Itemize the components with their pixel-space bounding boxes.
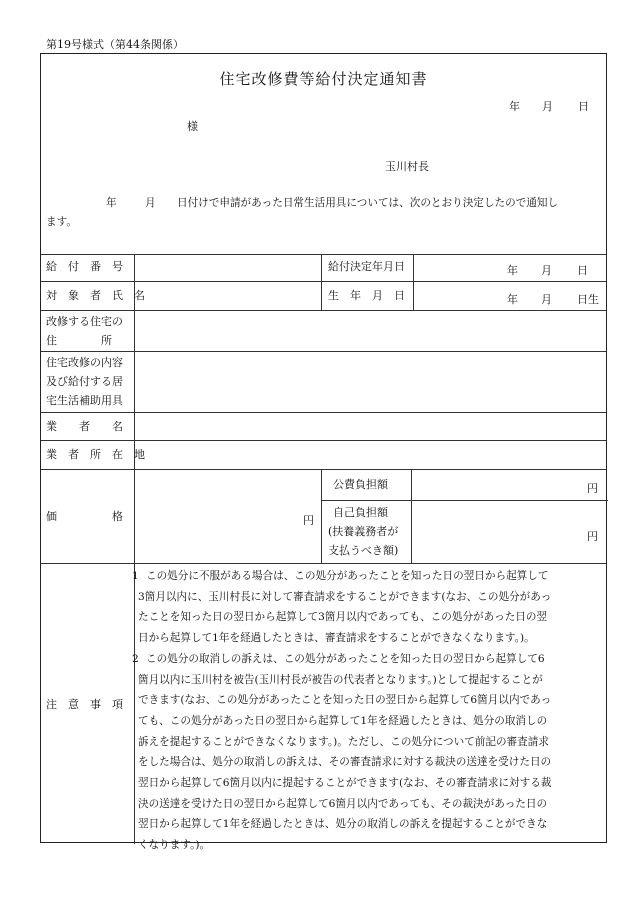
- self-burden-unit: 円: [587, 530, 598, 543]
- intro-text-line1: 日付けで申請があった日常生活用具については、次のとおり決定したので通知し: [177, 197, 559, 209]
- notice-form: [40, 53, 607, 852]
- row-line: [41, 469, 606, 470]
- label-payment-number: [46, 258, 129, 276]
- note-2-line: 翌日から起算して1年を経過したときは、処分の取消しの訴えを提起することができな: [138, 818, 548, 831]
- note-2-line: できます(なお、この処分があったことを知った日の翌日から起算して6箇月以内であっ: [138, 694, 552, 707]
- note-1-line: この処分に不服がある場合は、この処分があったことを知った日の翌日から起算して: [146, 570, 549, 582]
- label-address-line2: 住 所: [46, 334, 112, 347]
- row-line: [41, 310, 606, 311]
- label-price: 価 格: [46, 510, 123, 523]
- decision-day: 日: [577, 264, 588, 277]
- note-1-line: たことを知った日の翌日から起算して3箇月以内であっても、この処分があった日の翌: [138, 611, 548, 624]
- intro-year: 年: [106, 197, 117, 209]
- row-line: [41, 281, 606, 282]
- price-unit: 円: [303, 514, 314, 527]
- decision-year: 年: [507, 264, 518, 277]
- label-self-burden-line2: (扶養義務者が: [328, 525, 399, 538]
- label-subject-name: 対 象 者 氏 名: [46, 289, 145, 302]
- note-line: [132, 566, 603, 587]
- note-1-line: 日から起算して1年を経過したときは、審査請求をすることができなくなります。)。: [138, 632, 535, 645]
- note-2-line: ても、この処分があった日の翌日から起算して1年を経過したときは、処分の取消しの: [138, 714, 548, 727]
- decision-month: 月: [541, 264, 552, 277]
- note-1-line: 3箇月以内に、玉川村長に対して審査請求をすることができます(なお、この処分があっ: [138, 590, 552, 603]
- header-day: 日: [578, 100, 589, 113]
- issuer-name: 玉川村長: [385, 160, 429, 173]
- note-2-line: くなります。)。: [138, 839, 211, 852]
- label-self-burden-line1: 自己負担額: [333, 506, 388, 519]
- notes-text: [132, 566, 603, 856]
- label-content-line2: 及び給付する居: [46, 375, 123, 388]
- form-number: 第19号様式（第44条関係）: [46, 38, 184, 51]
- header-month: 月: [542, 100, 553, 113]
- label-contractor-address: 業 者 所 在 地: [46, 448, 145, 461]
- birth-month: 月: [541, 293, 552, 306]
- note-2-line: この処分の取消しの訴えは、この処分があったことを知った日の翌日から起算して6: [146, 652, 545, 665]
- intro-month: 月: [145, 197, 156, 209]
- row-line: [41, 412, 606, 413]
- label-contractor: 業 者 名: [46, 420, 123, 433]
- birth-day: 日生: [577, 293, 599, 306]
- row-line: [41, 440, 606, 441]
- label-birth-date: 生 年 月 日: [328, 289, 405, 302]
- label-column-line: [134, 254, 135, 844]
- row-line: [321, 500, 608, 501]
- public-burden-unit: 円: [587, 482, 598, 495]
- note-2-line: 決の送達を受けた日の翌日から起算して6箇月以内であっても、その裁決があった日の: [138, 797, 548, 810]
- note-2-line: 翌日から起算して6箇月以内に提起することができます(なお、その審査請求に対する裁: [138, 777, 552, 790]
- label-address-line1: 改修する住宅の: [46, 315, 123, 328]
- note-line: [132, 649, 603, 670]
- birth-year: 年: [507, 293, 518, 306]
- label-decision-date: 給付決定年月日: [328, 260, 405, 273]
- note-2-number: 2: [132, 652, 139, 665]
- document-title: 住宅改修費等給付決定通知書: [219, 70, 428, 88]
- note-2-line: をした場合は、処分の取消しの訴えは、その審査請求に対する裁決の送達を受けた日の: [138, 756, 552, 769]
- row-line: [41, 351, 606, 352]
- table-top-line: [41, 254, 606, 255]
- row-line: [41, 563, 606, 564]
- header-year: 年: [509, 100, 520, 113]
- intro-text-line2: ます。: [46, 216, 77, 228]
- label-self-burden-line3: 支払うべき額): [328, 544, 399, 557]
- note-1-number: 1: [132, 570, 139, 582]
- label-content-line1: 住宅改修の内容: [46, 356, 123, 369]
- label-text: 給 付 番 号: [46, 260, 123, 273]
- label-notes: 注 意 事 項: [46, 698, 123, 711]
- column-line: [413, 254, 414, 310]
- label-public-burden: 公費負担額: [333, 478, 388, 491]
- column-line: [321, 469, 322, 563]
- label-content-line3: 宅生活補助用具: [46, 394, 123, 407]
- note-2-line: 訴えを提起することができなくなります。)。ただし、この処分について前記の審査請求: [138, 735, 549, 748]
- column-line: [411, 469, 412, 563]
- column-line: [321, 254, 322, 310]
- recipient-suffix: 様: [187, 120, 198, 133]
- note-2-line: 箇月以内に玉川村を被告(玉川村長が被告の代表者となります。)として提起することが: [138, 673, 543, 686]
